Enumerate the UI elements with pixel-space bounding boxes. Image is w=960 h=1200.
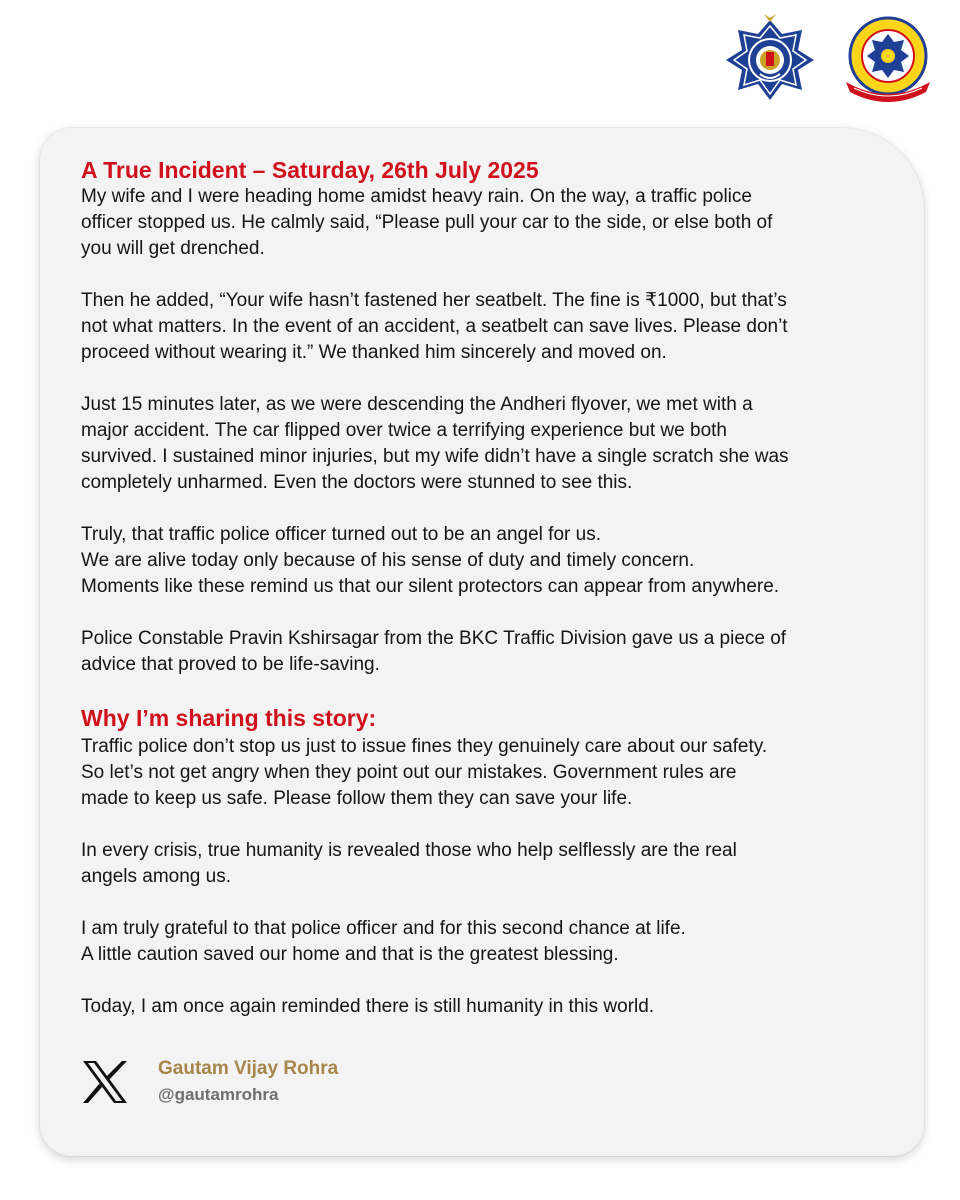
text-line: proceed without wearing it.” We thanked him sincerely and moved on. — [81, 342, 667, 363]
paragraph-5 — [81, 626, 901, 678]
text-line: Just 15 minutes later, as we were descending the Andheri flyover, we met with a — [81, 394, 753, 415]
text-line: Truly, that traffic police officer turned out to be an angel for us. — [81, 524, 601, 545]
text-line: Then he added, “Your wife hasn’t fastened her seatbelt. The fine is ₹1000, but that’s — [81, 290, 787, 311]
paragraph-3 — [81, 392, 901, 496]
paragraph-7 — [81, 838, 901, 890]
text-line: survived. I sustained minor injuries, but my wife didn’t have a single scratch she was — [81, 446, 789, 467]
text-line: officer stopped us. He calmly said, “Please pull your car to the side, or else both of — [81, 212, 773, 233]
text-line: Police Constable Pravin Kshirsagar from the BKC Traffic Division gave us a piece of — [81, 628, 787, 649]
text-line: angels among us. — [81, 866, 231, 887]
text-line: advice that proved to be life-saving. — [81, 654, 380, 675]
story-title: A True Incident – Saturday, 26th July 2025 — [81, 157, 539, 183]
traffic-control-branch-emblem-icon — [838, 12, 938, 104]
paragraph-8 — [81, 916, 901, 968]
text-line: So let’s not get angry when they point out our mistakes. Government rules are — [81, 762, 737, 783]
text-line: Moments like these remind us that our silent protectors can appear from anywhere. — [81, 576, 780, 597]
text-line: Traffic police don’t stop us just to issue fines they genuinely care about our safety. — [81, 736, 768, 757]
x-logo-icon[interactable] — [80, 1059, 130, 1105]
logo-group — [720, 12, 938, 104]
text-line: major accident. The car flipped over twice a terrifying experience but we both — [81, 420, 727, 441]
section-subheading: Why I’m sharing this story: — [81, 705, 377, 731]
author-handle[interactable]: @gautamrohra — [158, 1085, 279, 1104]
text-line: not what matters. In the event of an accident, a seatbelt can save lives. Please don’t — [81, 316, 788, 337]
paragraph-2 — [81, 288, 901, 366]
text-line: made to keep us safe. Please follow them they can save your life. — [81, 788, 633, 809]
text-line: I am truly grateful to that police officer and for this second chance at life. — [81, 918, 686, 939]
text-line: completely unharmed. Even the doctors were stunned to see this. — [81, 472, 633, 493]
author-info — [158, 1056, 338, 1108]
story-card — [40, 128, 924, 1156]
paragraph-9 — [81, 994, 901, 1020]
author-block — [80, 1056, 338, 1108]
text-line: A little caution saved our home and that is the greatest blessing. — [81, 944, 619, 965]
paragraph-4 — [81, 522, 901, 600]
text-line: My wife and I were heading home amidst heavy rain. On the way, a traffic police — [81, 186, 752, 207]
text-line: In every crisis, true humanity is revealed those who help selflessly are the real — [81, 840, 737, 861]
text-line: We are alive today only because of his sense of duty and timely concern. — [81, 550, 695, 571]
mumbai-police-emblem-icon — [720, 12, 820, 104]
story-content — [81, 156, 901, 1020]
author-name: Gautam Vijay Rohra — [158, 1058, 339, 1079]
text-line: you will get drenched. — [81, 238, 265, 259]
paragraph-6 — [81, 734, 901, 812]
paragraph-1 — [81, 184, 901, 262]
text-line: Today, I am once again reminded there is still humanity in this world. — [81, 996, 655, 1017]
